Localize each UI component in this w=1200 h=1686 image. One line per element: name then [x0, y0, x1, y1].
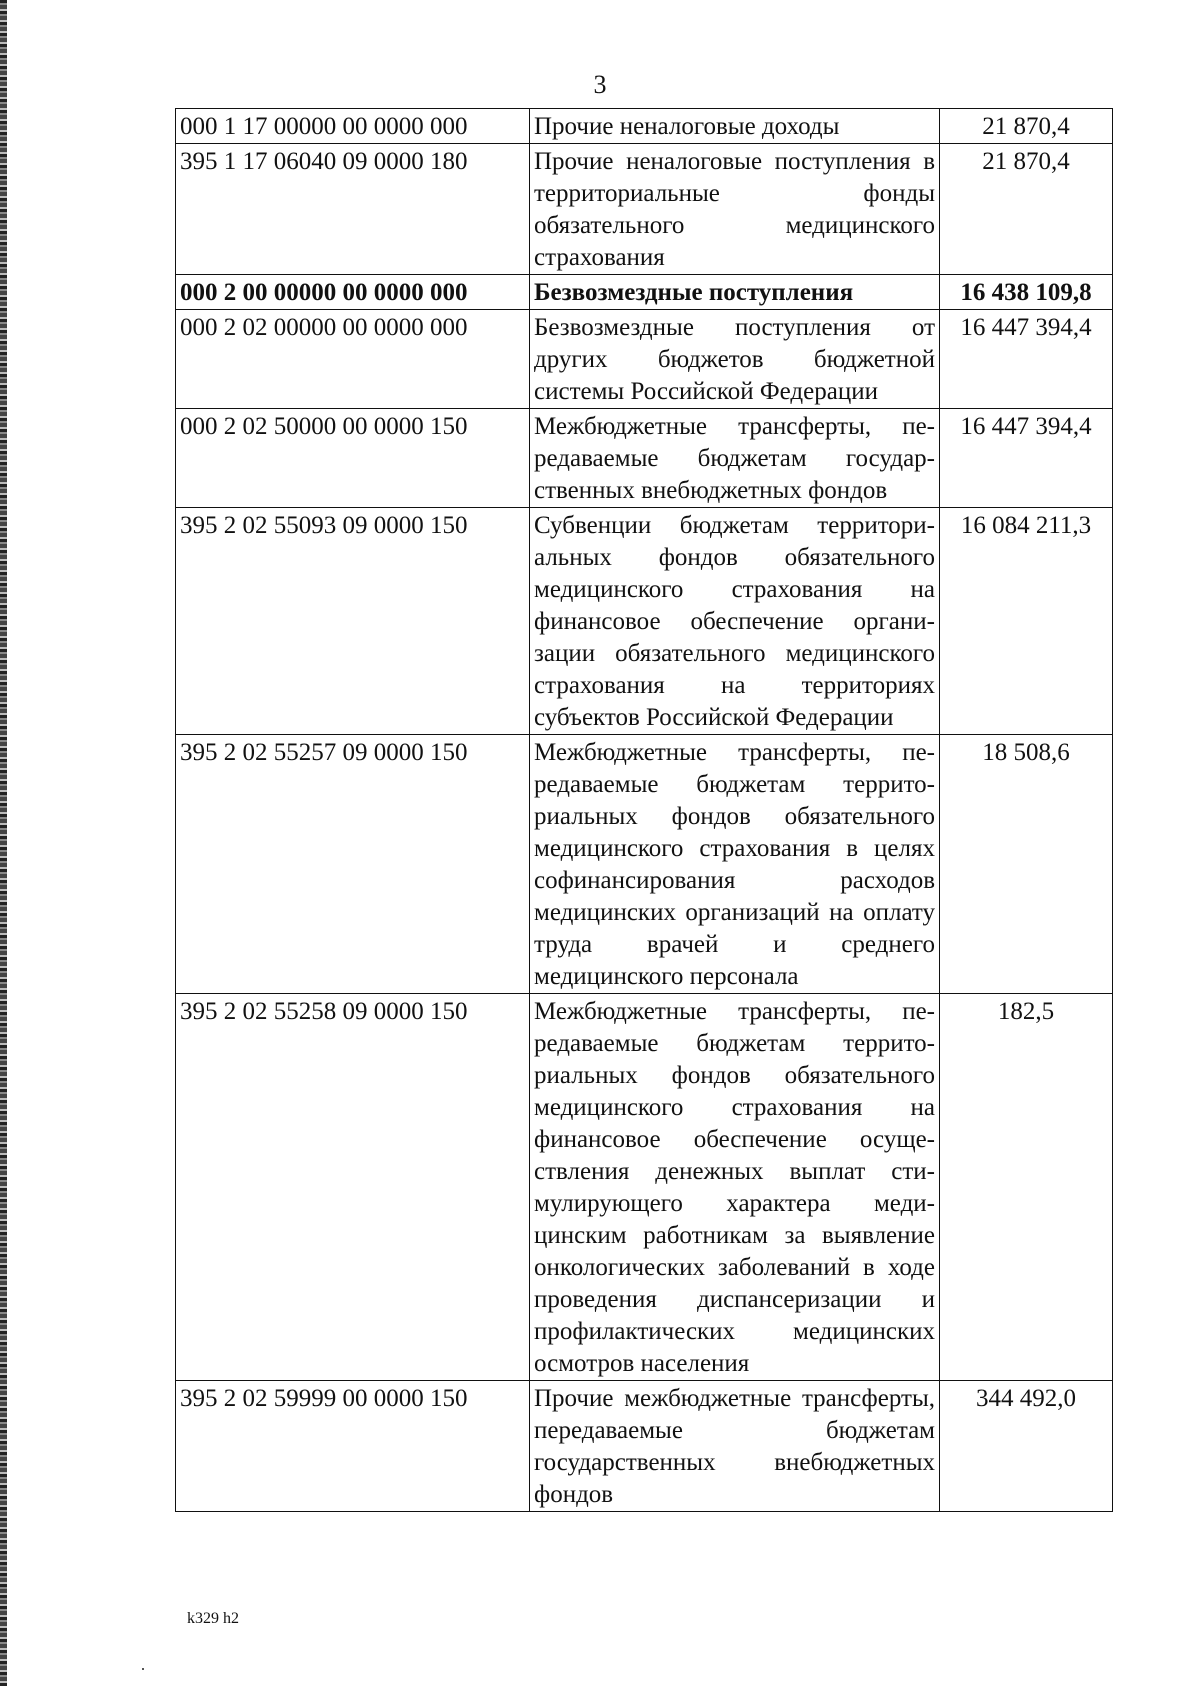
table-row	[176, 144, 1113, 275]
table-row	[176, 275, 1113, 310]
name-cell: Субвенции бюджетам территориальных фондов обязательного медицинского страхования на финансовое обеспечение организации обязательного медицинского страхования на территориях субъектов Российской Федерации	[530, 508, 940, 735]
amount-cell: 16 084 211,3	[940, 508, 1113, 735]
name-cell: Безвозмездные поступления	[530, 275, 940, 310]
amount-cell: 16 447 394,4	[940, 310, 1113, 409]
table-row	[176, 310, 1113, 409]
code-cell: 000 2 02 00000 00 0000 000	[176, 310, 530, 409]
code-cell: 395 2 02 55258 09 0000 150	[176, 994, 530, 1381]
name-cell: Прочие неналоговые доходы	[530, 109, 940, 144]
name-cell: Прочие межбюджетные трансферты, передаваемые бюджетам государственных внебюджетных фондов	[530, 1381, 940, 1512]
budget-table	[175, 108, 1113, 1512]
page-number: 3	[593, 70, 607, 99]
amount-cell: 18 508,6	[940, 735, 1113, 994]
scan-edge	[0, 0, 7, 1686]
amount-cell: 21 870,4	[940, 109, 1113, 144]
amount-cell: 344 492,0	[940, 1381, 1113, 1512]
name-cell: Прочие неналоговые поступления в территориальные фонды обязательного медицинского страхования	[530, 144, 940, 275]
code-cell: 000 2 00 00000 00 0000 000	[176, 275, 530, 310]
scan-speck	[142, 1668, 144, 1670]
code-cell: 395 2 02 55257 09 0000 150	[176, 735, 530, 994]
code-cell: 000 2 02 50000 00 0000 150	[176, 409, 530, 508]
table-row	[176, 508, 1113, 735]
name-cell: Межбюджетные трансферты, передаваемые бюджетам государственных внебюджетных фондов	[530, 409, 940, 508]
table-row	[176, 1381, 1113, 1512]
code-cell: 000 1 17 00000 00 0000 000	[176, 109, 530, 144]
table-row	[176, 409, 1113, 508]
name-cell: Межбюджетные трансферты, передаваемые бюджетам территориальных фондов обязательного медицинского страхования на финансовое обеспечение осуществления денежных выплат стимулирующего характера медицинским работникам за выявление онкологических заболеваний в ходе проведения диспансеризации и профилактических медицинских осмотров населения	[530, 994, 940, 1381]
code-cell: 395 2 02 59999 00 0000 150	[176, 1381, 530, 1512]
code-cell: 395 1 17 06040 09 0000 180	[176, 144, 530, 275]
name-cell: Межбюджетные трансферты, передаваемые бюджетам территориальных фондов обязательного медицинского страхования в целях софинансирования расходов медицинских организаций на оплату труда врачей и среднего медицинского персонала	[530, 735, 940, 994]
amount-cell: 21 870,4	[940, 144, 1113, 275]
name-cell: Безвозмездные поступления от других бюджетов бюджетной системы Российской Федерации	[530, 310, 940, 409]
amount-cell: 182,5	[940, 994, 1113, 1381]
table-row	[176, 735, 1113, 994]
amount-cell: 16 447 394,4	[940, 409, 1113, 508]
footer-code: k329 h2	[187, 1610, 239, 1627]
code-cell: 395 2 02 55093 09 0000 150	[176, 508, 530, 735]
table-row	[176, 994, 1113, 1381]
table-row	[176, 109, 1113, 144]
amount-cell: 16 438 109,8	[940, 275, 1113, 310]
